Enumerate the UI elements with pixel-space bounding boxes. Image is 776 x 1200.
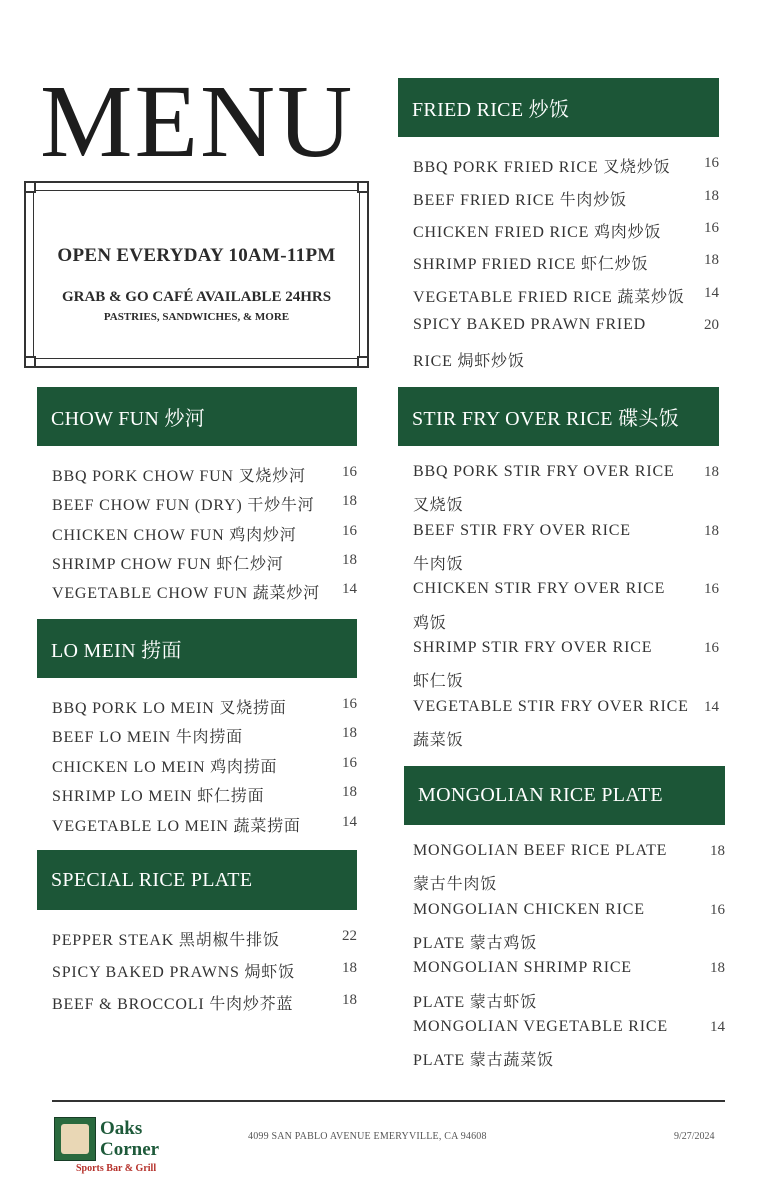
menu-item-name-continued: 鸡饭 xyxy=(413,615,447,632)
opening-hours: OPEN EVERYDAY 10AM-11PM xyxy=(57,245,336,266)
menu-item-name-continued: PLATE 蒙古鸡饭 xyxy=(413,935,537,952)
corner-ornament xyxy=(24,356,36,368)
logo-subtitle: Sports Bar & Grill xyxy=(76,1163,157,1174)
menu-item-price: 14 xyxy=(342,581,357,597)
menu-item-name: MONGOLIAN VEGETABLE RICE xyxy=(413,1018,668,1035)
menu-item-name: BEEF & BROCCOLI 牛肉炒芥蓝 xyxy=(52,996,294,1013)
menu-item-price: 18 xyxy=(704,188,719,204)
menu-item-price: 18 xyxy=(342,784,357,800)
logo-line-1: Oaks xyxy=(100,1118,143,1139)
menu-item-name: MONGOLIAN CHICKEN RICE xyxy=(413,901,645,918)
menu-item-name: SHRIMP LO MEIN 虾仁捞面 xyxy=(52,788,265,805)
menu-item-price: 18 xyxy=(704,464,719,480)
logo-emblem xyxy=(61,1124,89,1154)
menu-item-name: BEEF STIR FRY OVER RICE xyxy=(413,522,631,539)
menu-item-name: CHICKEN CHOW FUN 鸡肉炒河 xyxy=(52,527,297,544)
menu-item-name: BBQ PORK FRIED RICE 叉烧炒饭 xyxy=(413,159,671,176)
menu-item-price: 18 xyxy=(342,493,357,509)
menu-item-name-continued: 蒙古牛肉饭 xyxy=(413,876,498,893)
menu-item-name: BEEF CHOW FUN (DRY) 干炒牛河 xyxy=(52,497,315,514)
menu-title: MENU xyxy=(40,64,355,179)
menu-item-price: 14 xyxy=(710,1019,725,1035)
menu-item-name: BBQ PORK STIR FRY OVER RICE xyxy=(413,463,675,480)
menu-item-name-continued: RICE 焗虾炒饭 xyxy=(413,353,525,370)
section-header-stir-fry: STIR FRY OVER RICE 碟头饭 xyxy=(398,387,719,446)
menu-item-name: CHICKEN FRIED RICE 鸡肉炒饭 xyxy=(413,224,662,241)
menu-item-name: BEEF LO MEIN 牛肉捞面 xyxy=(52,729,243,746)
menu-item-name: VEGETABLE FRIED RICE 蔬菜炒饭 xyxy=(413,289,685,306)
section-header-fried-rice: FRIED RICE 炒饭 xyxy=(398,78,719,137)
menu-item-name: CHICKEN LO MEIN 鸡肉捞面 xyxy=(52,759,278,776)
menu-item-price: 14 xyxy=(342,814,357,830)
menu-item-price: 16 xyxy=(704,640,719,656)
menu-item-price: 16 xyxy=(710,902,725,918)
menu-item-price: 14 xyxy=(704,285,719,301)
menu-item-name-continued: 虾仁饭 xyxy=(413,673,464,690)
menu-item-name: CHICKEN STIR FRY OVER RICE xyxy=(413,580,666,597)
section-header-special-rice-plate: SPECIAL RICE PLATE xyxy=(37,850,357,910)
corner-ornament xyxy=(24,181,36,193)
menu-item-name: BBQ PORK CHOW FUN 叉烧炒河 xyxy=(52,468,306,485)
menu-date: 9/27/2024 xyxy=(674,1131,715,1142)
menu-item-name: VEGETABLE CHOW FUN 蔬菜炒河 xyxy=(52,585,320,602)
section-header-mongolian-rice-plate: MONGOLIAN RICE PLATE xyxy=(404,766,725,825)
menu-item-price: 18 xyxy=(710,843,725,859)
menu-item-price: 16 xyxy=(704,155,719,171)
menu-item-name-continued: 叉烧饭 xyxy=(413,497,464,514)
cafe-offerings: PASTRIES, SANDWICHES, & MORE xyxy=(103,311,290,323)
menu-item-price: 18 xyxy=(710,960,725,976)
menu-item-name-continued: PLATE 蒙古蔬菜饭 xyxy=(413,1052,554,1069)
logo-text xyxy=(100,1118,159,1160)
menu-item-price: 18 xyxy=(342,725,357,741)
menu-item-name: SHRIMP CHOW FUN 虾仁炒河 xyxy=(52,556,284,573)
menu-item-name: SHRIMP FRIED RICE 虾仁炒饭 xyxy=(413,256,649,273)
menu-item-price: 20 xyxy=(704,317,719,333)
menu-item-price: 16 xyxy=(342,523,357,539)
menu-item-name: VEGETABLE LO MEIN 蔬菜捞面 xyxy=(52,818,301,835)
logo-line-2: Corner xyxy=(100,1139,160,1160)
menu-item-price: 18 xyxy=(342,960,357,976)
hours-box-inner-border xyxy=(33,190,360,359)
menu-item-price: 16 xyxy=(704,220,719,236)
menu-item-price: 22 xyxy=(342,928,357,944)
menu-item-price: 18 xyxy=(704,523,719,539)
menu-item-name: VEGETABLE STIR FRY OVER RICE xyxy=(413,698,689,715)
menu-item-price: 16 xyxy=(704,581,719,597)
menu-item-name: BEEF FRIED RICE 牛肉炒饭 xyxy=(413,192,627,209)
menu-item-price: 18 xyxy=(704,252,719,268)
menu-item-name: SHRIMP STIR FRY OVER RICE xyxy=(413,639,653,656)
menu-item-name: SPICY BAKED PRAWN FRIED xyxy=(413,316,646,333)
menu-item-name: BBQ PORK LO MEIN 叉烧捞面 xyxy=(52,700,287,717)
section-header-chow-fun: CHOW FUN 炒河 xyxy=(37,387,357,446)
menu-item-price: 16 xyxy=(342,755,357,771)
section-header-lo-mein: LO MEIN 捞面 xyxy=(37,619,357,678)
menu-item-name: MONGOLIAN BEEF RICE PLATE xyxy=(413,842,668,859)
logo-icon xyxy=(54,1117,96,1161)
menu-item-price: 16 xyxy=(342,696,357,712)
menu-item-price: 14 xyxy=(704,699,719,715)
hours-box xyxy=(24,181,369,368)
address: 4099 SAN PABLO AVENUE EMERYVILLE, CA 94608 xyxy=(248,1131,487,1142)
cafe-hours: GRAB & GO CAFÉ AVAILABLE 24HRS xyxy=(61,289,332,305)
menu-item-price: 18 xyxy=(342,552,357,568)
menu-item-name-continued: 蔬菜饭 xyxy=(413,732,464,749)
footer-divider xyxy=(52,1100,725,1102)
menu-item-name: PEPPER STEAK 黑胡椒牛排饭 xyxy=(52,932,280,949)
menu-item-price: 16 xyxy=(342,464,357,480)
corner-ornament xyxy=(357,356,369,368)
menu-item-name-continued: 牛肉饭 xyxy=(413,556,464,573)
menu-item-price: 18 xyxy=(342,992,357,1008)
menu-item-name: SPICY BAKED PRAWNS 焗虾饭 xyxy=(52,964,295,981)
menu-item-name-continued: PLATE 蒙古虾饭 xyxy=(413,994,537,1011)
corner-ornament xyxy=(357,181,369,193)
menu-item-name: MONGOLIAN SHRIMP RICE xyxy=(413,959,632,976)
